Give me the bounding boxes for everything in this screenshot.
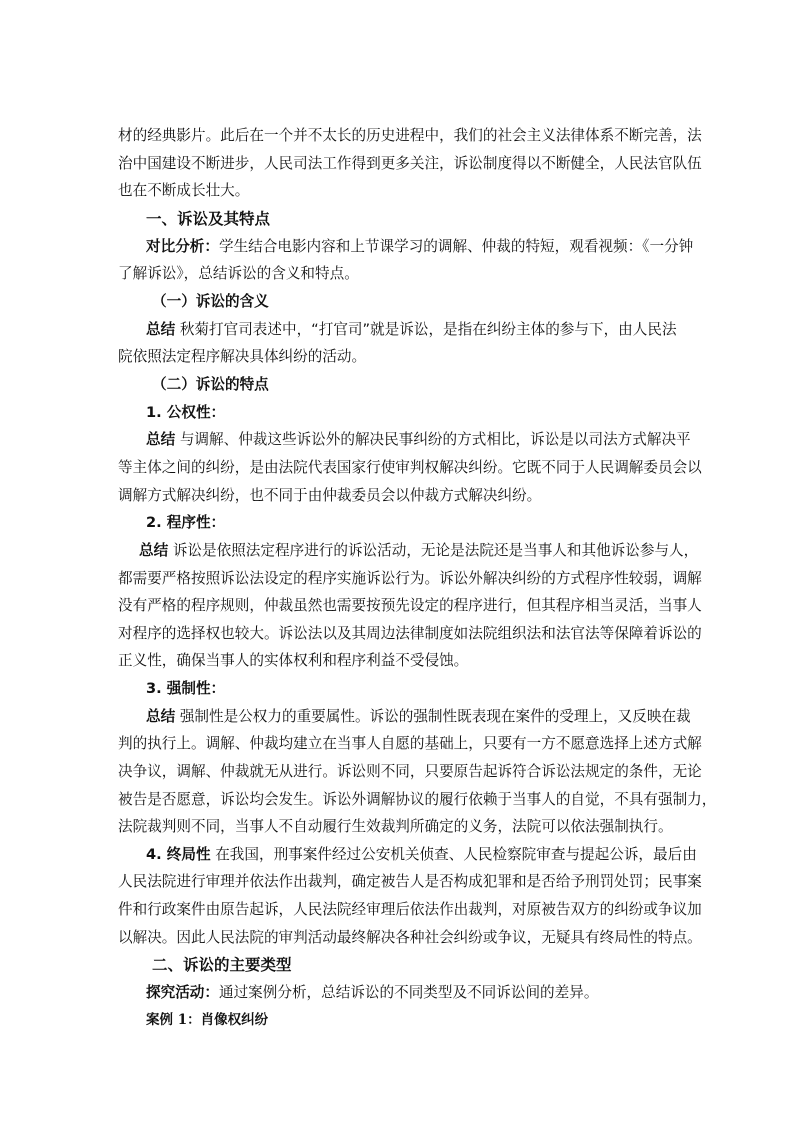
paragraph-line: 没有严格的程序规则，仲裁虽然也需要按预先设定的程序进行，但其程序相当灵活，当事人 bbox=[118, 597, 702, 614]
paragraph-text: 在我国，刑事案件经过公安机关侦查、人民检察院审查与提起公诉，最后由 bbox=[210, 846, 697, 863]
point-heading: 2. 程序性： bbox=[146, 514, 226, 531]
paragraph-line: 以解决。因此人民法院的审判活动最终解决各种社会纠纷或争议，无疑具有终局性的特点。 bbox=[118, 929, 702, 946]
paragraph-line: 判的执行上。调解、仲裁均建立在当事人自愿的基础上，只要有一方不愿意选择上述方式解 bbox=[118, 735, 702, 752]
subsection-heading: （一）诉讼的含义 bbox=[152, 293, 269, 310]
point-heading: 1. 公权性： bbox=[146, 404, 226, 421]
section-heading: 一、诉讼及其特点 bbox=[146, 210, 271, 228]
paragraph-line bbox=[146, 846, 706, 864]
paragraph-line: 也在不断成长壮大。 bbox=[118, 182, 250, 199]
paragraph-line: 院依照法定程序解决具体纠纷的活动。 bbox=[118, 348, 367, 365]
paragraph-line: 等主体之间的纠纷，是由法院代表国家行使审判权解决纠纷。它既不同于人民调解委员会以 bbox=[118, 459, 702, 476]
paragraph-label: 总结 bbox=[146, 321, 176, 338]
paragraph-line bbox=[139, 542, 699, 560]
paragraph-line: 件和行政案件由原告起诉，人民法院经审理后依法作出裁判，对原被告双方的纠纷或争议加 bbox=[118, 901, 702, 918]
paragraph-text: 学生结合电影内容和上节课学习的调解、仲裁的特短，观看视频：《一分钟 bbox=[218, 238, 694, 255]
paragraph-text: 诉讼是依照法定程序进行的诉讼活动，无论是法院还是当事人和其他诉讼参与人， bbox=[168, 542, 699, 559]
paragraph-label: 4. 终局性 bbox=[146, 846, 211, 863]
paragraph-line: 人民法院进行审理并依法作出裁判，确定被告人是否构成犯罪和是否给予刑罚处罚；民事案 bbox=[118, 873, 702, 890]
paragraph-line: 治中国建设不断进步，人民司法工作得到更多关注，诉讼制度得以不断健全，人民法官队伍 bbox=[118, 155, 702, 172]
paragraph-line: 法院裁判则不同，当事人不自动履行生效裁判所确定的义务，法院可以依法强制执行。 bbox=[118, 818, 673, 835]
paragraph-label: 探究活动： bbox=[146, 984, 219, 1001]
paragraph-line: 决争议，调解、仲裁就无从进行。诉讼则不同，只要原告起诉符合诉讼法规定的条件，无论 bbox=[118, 763, 702, 780]
paragraph-label: 总结 bbox=[146, 708, 176, 725]
paragraph-line: 材的经典影片。此后在一个并不太长的历史进程中，我们的社会主义法律体系不断完善，法 bbox=[118, 127, 702, 144]
paragraph-line: 调解方式解决纠纷，也不同于由仲裁委员会以仲裁方式解决纠纷。 bbox=[118, 487, 542, 504]
paragraph-line bbox=[146, 321, 706, 339]
paragraph-line: 了解诉讼》，总结诉讼的含义和特点。 bbox=[118, 265, 359, 282]
paragraph-label: 总结 bbox=[139, 542, 169, 559]
subsection-heading: （二）诉讼的特点 bbox=[152, 376, 269, 393]
paragraph-line: 都需要严格按照诉讼法设定的程序实施诉讼行为。诉讼外解决纠纷的方式程序性较弱，调解 bbox=[118, 570, 702, 587]
paragraph-label: 总结 bbox=[146, 431, 176, 448]
paragraph-line bbox=[146, 431, 706, 449]
paragraph-text: 强制性是公权力的重要属性。诉讼的强制性既表现在案件的受理上，又反映在裁 bbox=[175, 708, 691, 725]
paragraph-line: 被告是否愿意，诉讼均会发生。诉讼外调解协议的履行依赖于当事人的自觉，不具有强制力， bbox=[118, 791, 717, 808]
paragraph-line: 正义性，确保当事人的实体权利和程序利益不受侵蚀。 bbox=[118, 652, 469, 669]
section-heading: 二、诉讼的主要类型 bbox=[152, 956, 292, 974]
paragraph-text: 与调解、仲裁这些诉讼外的解决民事纠纷的方式相比，诉讼是以司法方式解决平 bbox=[175, 431, 691, 448]
paragraph-line: 对程序的选择权也较大。诉讼法以及其周边法律制度如法院组织法和法官法等保障着诉讼的 bbox=[118, 625, 702, 642]
point-heading: 3. 强制性： bbox=[146, 680, 226, 697]
paragraph-label: 对比分析： bbox=[146, 238, 219, 255]
paragraph-line bbox=[146, 984, 706, 1002]
paragraph-text: 通过案例分析，总结诉讼的不同类型及不同诉讼间的差异。 bbox=[218, 984, 599, 1001]
paragraph-line bbox=[146, 238, 706, 256]
paragraph-line bbox=[146, 708, 706, 726]
paragraph-text: 秋菊打官司表述中，“打官司”就是诉讼，是指在纠纷主体的参与下，由人民法 bbox=[175, 321, 677, 338]
case-heading: 案例 1：肖像权纠纷 bbox=[146, 1012, 269, 1028]
